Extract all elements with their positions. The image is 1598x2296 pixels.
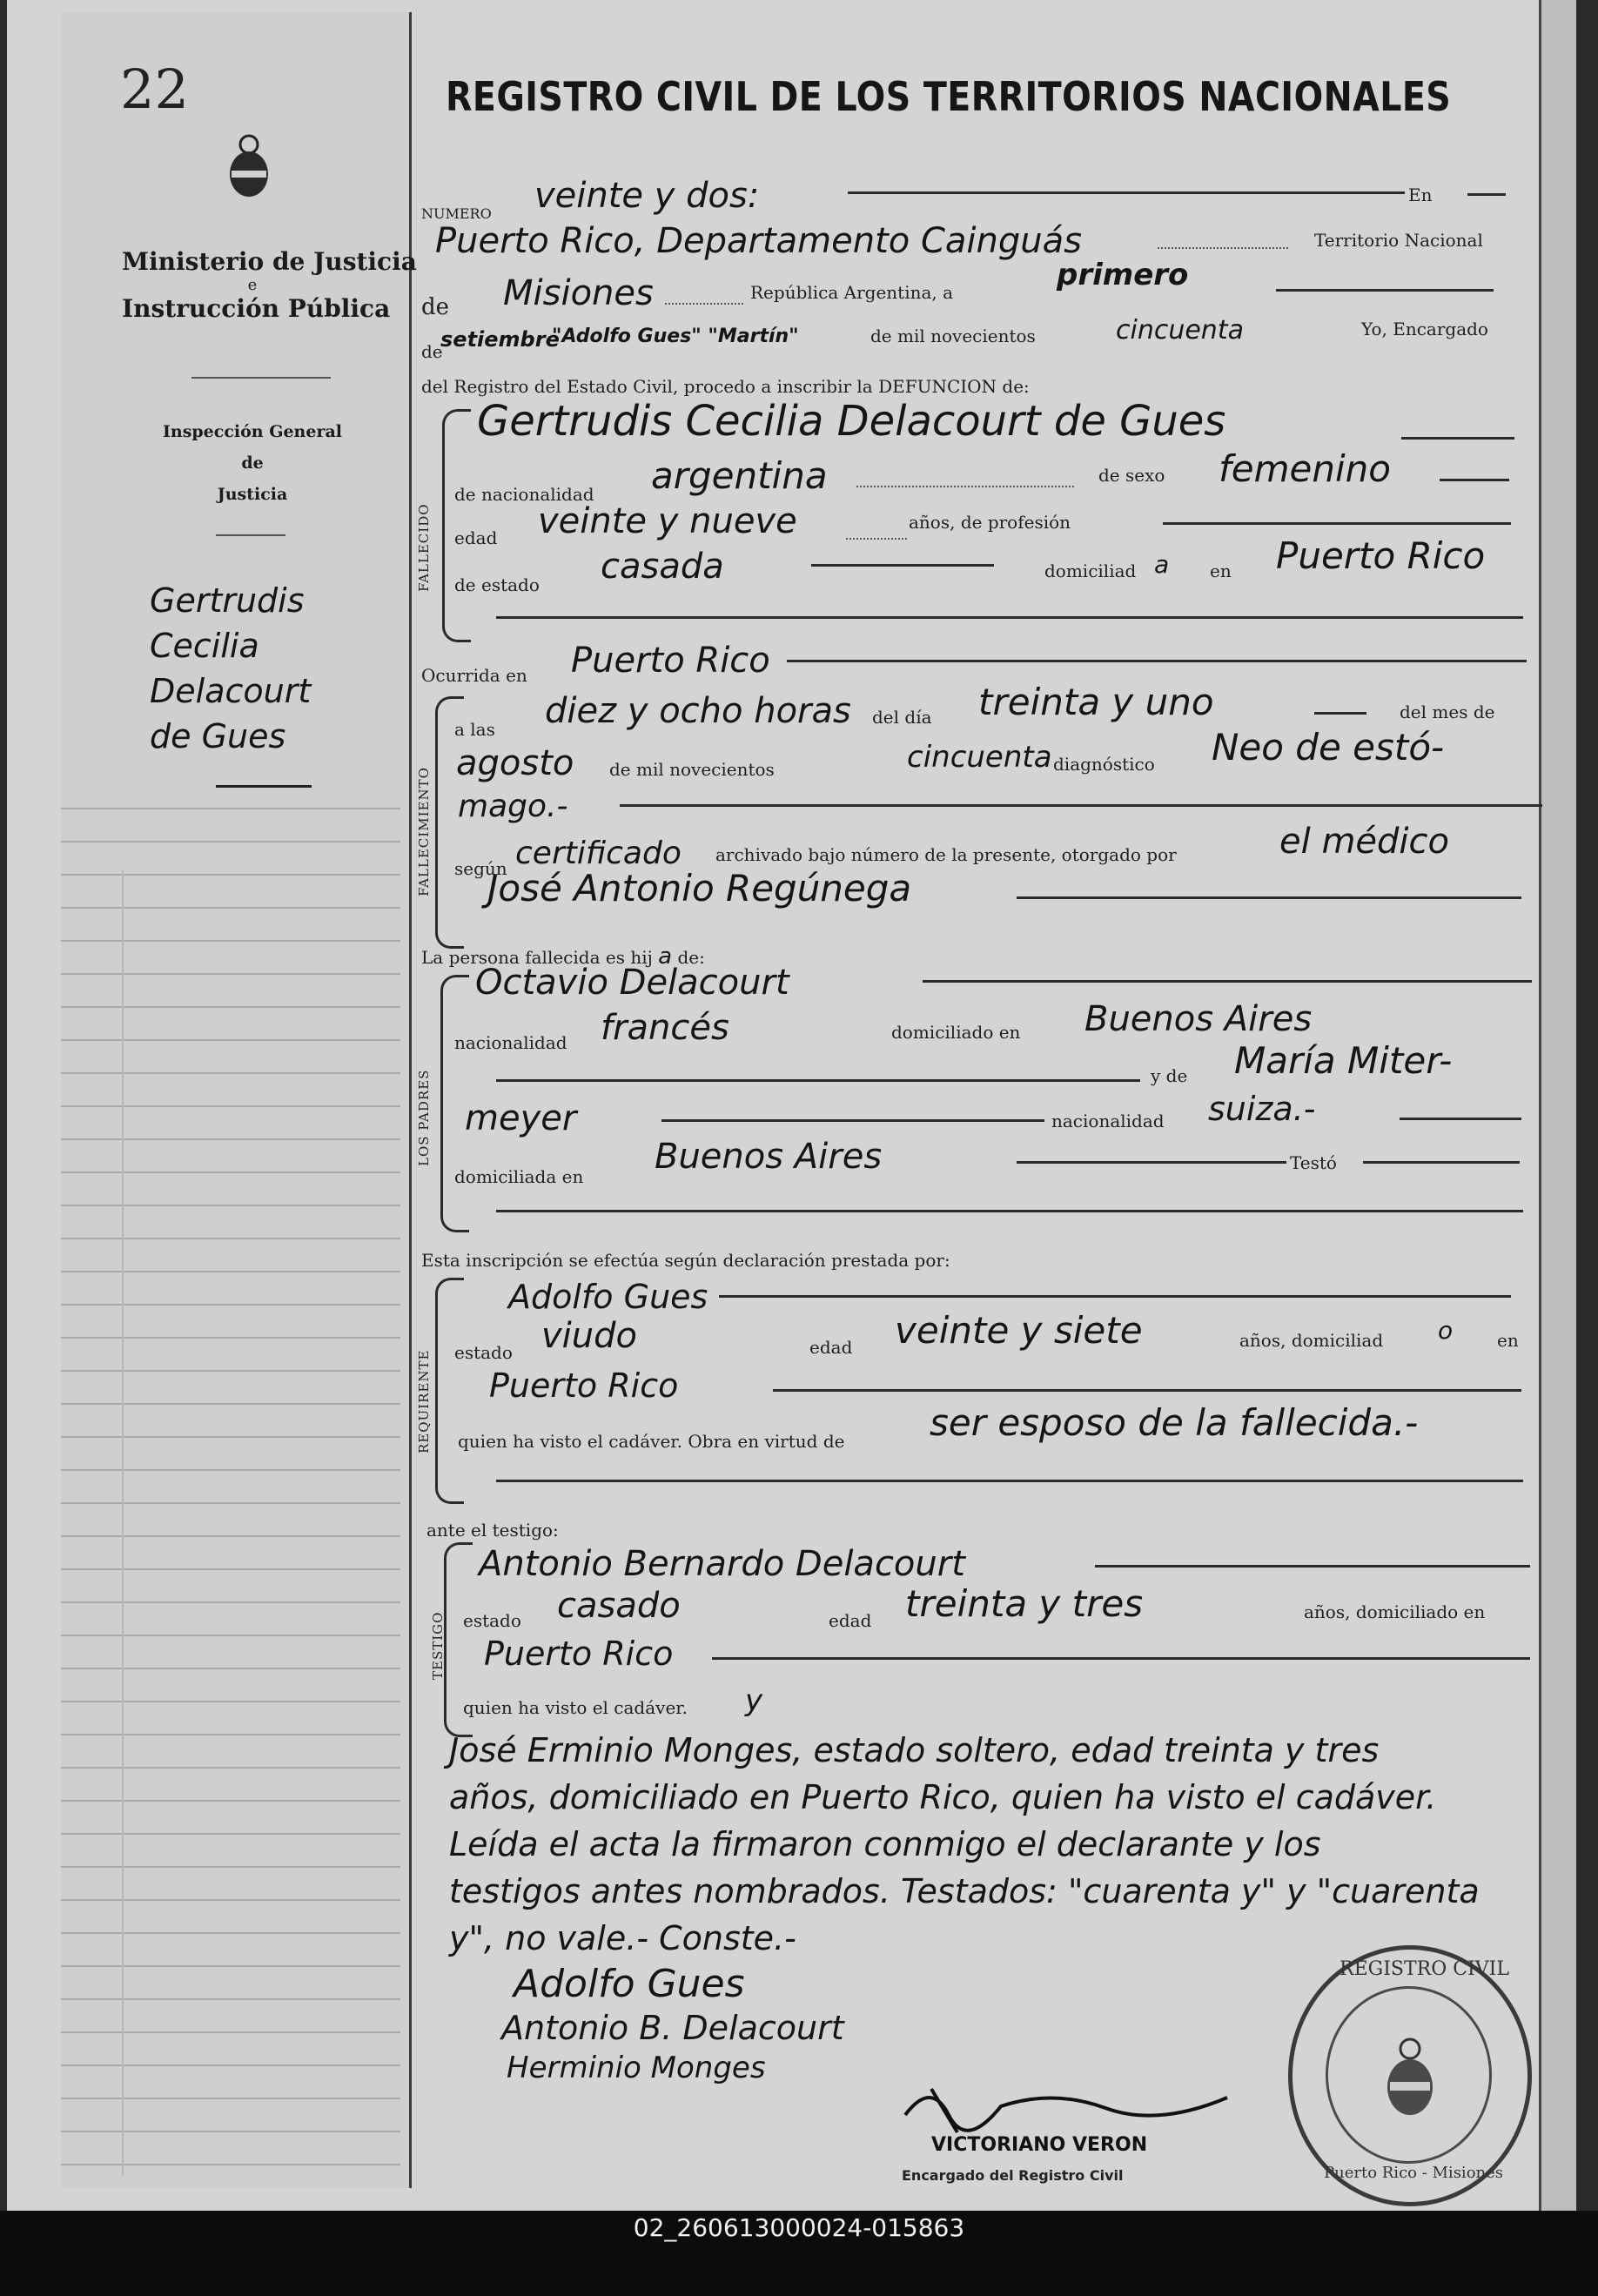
dia-value: treinta y uno [978, 681, 1214, 723]
territory-value: Misiones [503, 273, 654, 313]
domic-suffix: a [1154, 550, 1170, 579]
anos-profesion-label: años, de profesión [909, 512, 1071, 533]
ruled-line [61, 1436, 400, 1438]
req-anos-label: años, domiciliad [1239, 1330, 1384, 1351]
ruled-line [61, 1866, 400, 1868]
fallecido-side-label: FALLECIDO [416, 503, 432, 592]
seal-bottom-text: Puerto Rico - Misiones [1324, 2164, 1504, 2182]
ruled-line [61, 1370, 400, 1372]
dotted-line [856, 484, 1074, 487]
signature-testigo-2: Herminio Monges [507, 2051, 766, 2085]
fill-line [1467, 193, 1506, 196]
official-title: Encargado del Registro Civil [902, 2167, 1124, 2184]
en-label: En [1408, 185, 1433, 205]
fill-line [496, 1210, 1523, 1212]
ruled-line [61, 1337, 400, 1339]
ruled-line [61, 1039, 400, 1041]
fill-line [1400, 1118, 1521, 1120]
fill-line [1017, 1161, 1286, 1164]
fill-line [496, 616, 1523, 619]
madre-value-2: meyer [465, 1098, 577, 1138]
alas-label: a las [454, 719, 495, 740]
coat-of-arms-icon [225, 131, 273, 200]
fallecimiento-side-label: FALLECIMIENTO [416, 767, 432, 896]
inspection-name [148, 416, 357, 510]
testigo-anos-label: años, domiciliado en [1304, 1601, 1486, 1622]
ruled-line [61, 2031, 400, 2033]
ruled-line [61, 1734, 400, 1735]
margin-name-line-1: Gertrudis [150, 581, 305, 620]
de-label: de [421, 294, 450, 320]
domicilio-value: Puerto Rico [1276, 534, 1486, 577]
numero-label: NUMERO [421, 205, 492, 222]
official-signature-icon [896, 2071, 1245, 2141]
nacionalidad-label: de nacionalidad [454, 484, 594, 505]
ruled-line [61, 2064, 400, 2066]
otorgado-value: el médico [1279, 822, 1449, 862]
yo-label: Yo, Encargado [1361, 319, 1488, 339]
testigo-edad-label: edad [829, 1610, 872, 1631]
ocurrida-value: Puerto Rico [571, 641, 770, 681]
ministry-line-1: Ministerio de Justicia [122, 247, 417, 276]
seal-top-text: REGISTRO CIVIL [1340, 1958, 1509, 1980]
note-line-2: años, domiciliado en Puerto Rico, quien ha visto el cadáver. [449, 1778, 1437, 1816]
seal-coat-of-arms-icon [1380, 2033, 1440, 2118]
madre-domic-label: domiciliada en [454, 1166, 584, 1187]
ruled-line [61, 1535, 400, 1537]
image-id-footer: 02_260613000024-015863 [0, 2211, 1598, 2296]
nacionalidad-value: argentina [651, 454, 828, 497]
ruled-line [61, 1965, 400, 1967]
diagnostico-label: diagnóstico [1053, 754, 1155, 775]
fill-line [496, 1480, 1523, 1482]
padre-nac-value: francés [601, 1008, 729, 1048]
fill-line [1276, 289, 1494, 292]
ruled-line [61, 907, 400, 909]
ruled-line [61, 1668, 400, 1669]
madre-value-1: María Miter- [1234, 1039, 1453, 1082]
requirente-name: Adolfo Gues [508, 1278, 708, 1316]
testigo-visto-mark: y [745, 1683, 763, 1718]
req-domicilio-value: Puerto Rico [489, 1366, 679, 1405]
hora-value: diez y ocho horas [545, 691, 851, 731]
ruled-line [61, 1932, 400, 1934]
intro-text: del Registro del Estado Civil, procedo a inscribir la DEFUNCION de: [421, 376, 1030, 397]
diagnostico-value-2: mago.- [458, 789, 568, 824]
ruled-line [61, 1998, 400, 2000]
testigo-estado-value: casado [557, 1586, 681, 1626]
dotted-line [846, 536, 907, 540]
mil2-label: de mil novecientos [609, 759, 775, 780]
note-line-4: testigos antes nombrados. Testados: "cuarenta y" y "cuarenta [449, 1872, 1480, 1910]
ruled-line [61, 1271, 400, 1272]
ruled-line [61, 874, 400, 876]
req-edad-label: edad [809, 1337, 853, 1358]
ruled-line [61, 1072, 400, 1074]
margin-name-line-2: Cecilia [150, 627, 259, 665]
estado-label: de estado [454, 574, 540, 595]
place-value: Puerto Rico, Departamento Cainguás [435, 221, 1082, 261]
req-estado-label: estado [454, 1342, 513, 1363]
fill-line [1401, 437, 1514, 440]
requirente-intro: Esta inscripción se efectúa según declaración prestada por: [421, 1250, 950, 1271]
handwritten-note [449, 1727, 1480, 1962]
testigo-estado-label: estado [463, 1610, 521, 1631]
fallecido-name: Gertrudis Cecilia Delacourt de Gues [477, 397, 1226, 446]
segun-label: según [454, 858, 507, 879]
mil-label: de mil novecientos [870, 326, 1036, 346]
padre-domic-label: domiciliado en [891, 1022, 1021, 1043]
official-name: VICTORIANO VERON [931, 2134, 1148, 2156]
testigo-intro: ante el testigo: [426, 1520, 559, 1541]
dotted-line [665, 301, 743, 305]
margin-name-line-4: de Gues [150, 717, 286, 755]
segun-value: certificado [515, 836, 682, 871]
diagnostico-value-1: Neo de estó- [1212, 726, 1445, 769]
ruled-line [61, 940, 400, 942]
ruled-line [61, 1469, 400, 1471]
inspection-line-2: de [241, 453, 264, 473]
registro-civil-seal [1288, 1945, 1532, 2206]
ruled-line [61, 1502, 400, 1504]
ruled-line [61, 1238, 400, 1239]
page-number: 22 [120, 57, 189, 121]
padres-intro-suffix: a [658, 943, 673, 970]
fallecido-bracket [442, 409, 471, 642]
req-en-label: en [1497, 1330, 1519, 1351]
requirente-side-label: REQUIRENTE [416, 1349, 432, 1453]
inspection-rule [216, 534, 285, 536]
de2-label: de [421, 341, 443, 362]
req-estado-value: viudo [541, 1316, 637, 1356]
domic-en-label: en [1210, 561, 1232, 581]
req-edad-value: veinte y siete [895, 1309, 1143, 1352]
ministry-name [122, 247, 417, 323]
ruled-line [61, 2164, 400, 2165]
fill-line [661, 1119, 1044, 1122]
ruled-line [61, 1635, 400, 1636]
ruled-line [61, 2098, 400, 2099]
ruled-line [61, 973, 400, 975]
month-value: setiembre [440, 327, 560, 352]
estado-value: casada [601, 547, 724, 587]
req-virtud-value: ser esposo de la fallecida.- [930, 1401, 1419, 1444]
padres-side-label: LOS PADRES [416, 1069, 432, 1166]
medico-value: José Antonio Regúnega [487, 867, 912, 910]
padre-domic-value: Buenos Aires [1084, 999, 1313, 1039]
yde-label: y de [1151, 1065, 1188, 1086]
ruled-line [61, 1205, 400, 1206]
ruled-line [61, 1138, 400, 1140]
sexo-label: de sexo [1098, 465, 1165, 486]
testigo-visto-label: quien ha visto el cadáver. [463, 1697, 688, 1718]
edad-value: veinte y nueve [538, 501, 797, 541]
inspection-line-3: Justicia [217, 485, 288, 504]
testigo-name: Antonio Bernardo Delacourt [479, 1544, 965, 1584]
day-value: primero [1057, 258, 1189, 292]
fill-line [620, 804, 1542, 807]
ministry-line-3: Instrucción Pública [122, 294, 391, 323]
fill-line [1163, 522, 1511, 525]
ruled-line [61, 1601, 400, 1603]
edad-label: edad [454, 527, 498, 548]
ministry-line-2: e [247, 276, 258, 294]
dotted-line [1158, 245, 1288, 249]
ruled-line [61, 1800, 400, 1802]
domic-label: domiciliad [1044, 561, 1137, 581]
fill-line [773, 1389, 1521, 1392]
fill-line [712, 1657, 1530, 1660]
mes-value: agosto [456, 743, 574, 783]
madre-nac-value: suiza.- [1208, 1090, 1316, 1128]
territorio-label: Territorio Nacional [1314, 230, 1483, 251]
ruled-line [61, 1105, 400, 1107]
ruled-line [61, 1403, 400, 1405]
year-value: cincuenta [1116, 315, 1244, 346]
fill-line [1017, 896, 1521, 899]
fill-line [1314, 712, 1366, 715]
padre-value: Octavio Delacourt [475, 963, 789, 1003]
note-line-3: Leída el acta la firmaron conmigo el declarante y los [449, 1825, 1321, 1863]
interlineado-value: "Adolfo Gues" "Martín" [552, 326, 799, 347]
ruled-line [61, 1568, 400, 1570]
ministry-rule [191, 377, 331, 379]
note-line-1: José Erminio Monges, estado soltero, edad treinta y tres [449, 1731, 1380, 1769]
requirente-bracket [435, 1278, 464, 1504]
ruled-line [61, 1304, 400, 1306]
ruled-line [61, 1701, 400, 1702]
left-margin-rule [122, 870, 124, 2176]
left-margin-column [61, 12, 417, 2188]
ruled-line [61, 2131, 400, 2132]
fill-line [496, 1079, 1140, 1082]
fill-line [1363, 1161, 1520, 1164]
padre-nac-label: nacionalidad [454, 1032, 567, 1053]
signature-testigo-1: Antonio B. Delacourt [501, 2009, 844, 2047]
archivado-label: archivado bajo número de la presente, otorgado por [715, 844, 1177, 865]
fill-line [1095, 1565, 1530, 1568]
ruled-line [61, 1767, 400, 1769]
deldia-label: del día [872, 707, 932, 728]
fill-line [923, 980, 1532, 983]
margin-name-rule [216, 785, 312, 788]
testo-label: Testó [1290, 1152, 1337, 1173]
req-visto-label: quien ha visto el cadáver. Obra en virtud de [458, 1431, 845, 1452]
signature-declarante: Adolfo Gues [514, 1962, 745, 2006]
document-title: REGISTRO CIVIL DE LOS TERRITORIOS NACIONALES [446, 73, 1452, 120]
padres-intro-text: La persona fallecida es hij [421, 947, 653, 968]
req-domic-suffix: o [1438, 1316, 1454, 1345]
testigo-side-label: TESTIGO [430, 1611, 446, 1680]
ruled-line [61, 808, 400, 809]
fill-line [787, 660, 1527, 662]
padres-intro-end: de: [677, 947, 705, 968]
fill-line [848, 191, 1405, 194]
testigo-domicilio-value: Puerto Rico [484, 1635, 674, 1673]
sexo-value: femenino [1219, 447, 1391, 490]
republica-label: República Argentina, a [750, 282, 954, 303]
madre-nac-label: nacionalidad [1051, 1111, 1165, 1131]
ruled-line [61, 1899, 400, 1901]
inspection-line-1: Inspección General [163, 422, 342, 441]
ruled-line [61, 841, 400, 843]
ruled-line [61, 1833, 400, 1835]
delmes-label: del mes de [1400, 702, 1495, 722]
ruled-line [61, 1006, 400, 1008]
fill-line [1440, 479, 1509, 481]
margin-name-line-3: Delacourt [150, 672, 312, 710]
anio-value: cincuenta [907, 740, 1052, 775]
note-line-5: y", no vale.- Conste.- [449, 1919, 796, 1957]
margin-name-note [150, 578, 311, 759]
page-right-edge [1539, 0, 1576, 2211]
ocurrida-label: Ocurrida en [421, 665, 527, 686]
fill-line [811, 564, 994, 567]
numero-value: veinte y dos: [534, 176, 760, 216]
fill-line [719, 1295, 1511, 1298]
ruled-line [61, 1171, 400, 1173]
testigo-edad-value: treinta y tres [905, 1582, 1144, 1625]
madre-domic-value: Buenos Aires [655, 1137, 883, 1177]
